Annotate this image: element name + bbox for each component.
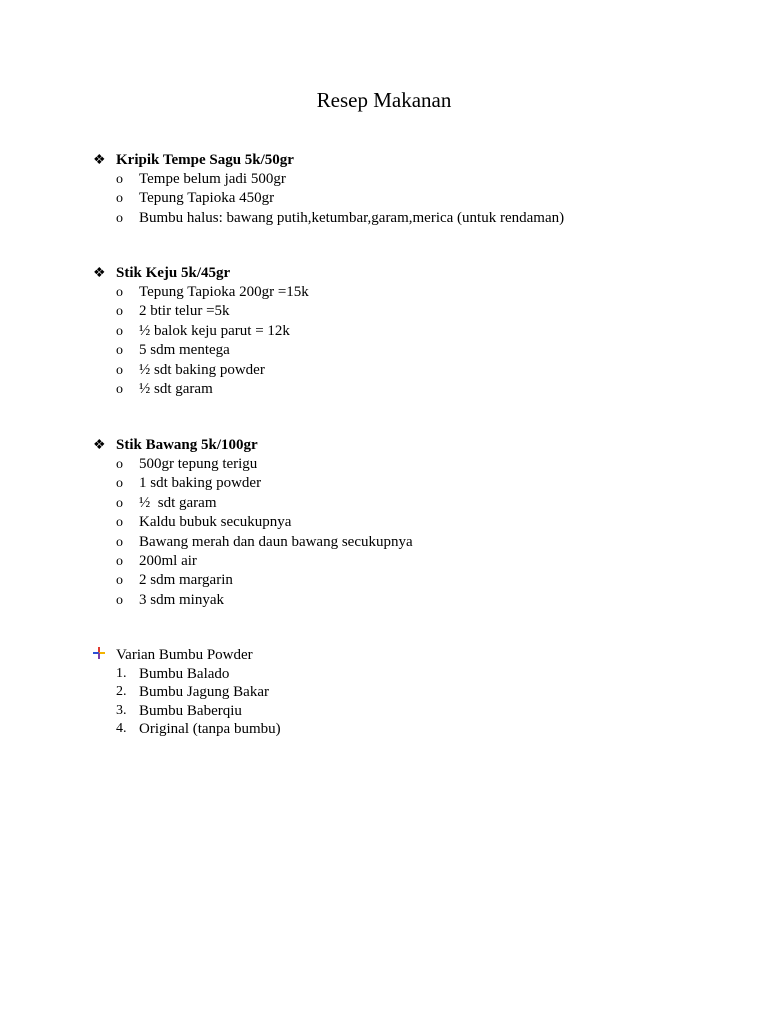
list-item: o 3 sdm minyak bbox=[93, 591, 753, 610]
circle-bullet-icon: o bbox=[116, 553, 123, 569]
section-heading bbox=[93, 646, 753, 665]
list-item: o Bawang merah dan daun bawang secukupnya bbox=[93, 533, 753, 552]
list-item: o ½ sdt garam bbox=[93, 380, 753, 399]
list-item: o Tepung Tapioka 200gr =15k bbox=[93, 283, 753, 302]
recipe-section-kripik bbox=[93, 151, 753, 228]
circle-bullet-icon: o bbox=[116, 476, 123, 492]
list-item: o Kaldu bubuk secukupnya bbox=[93, 513, 753, 532]
variant-list bbox=[93, 665, 753, 738]
list-number: 4. bbox=[116, 720, 127, 736]
list-item: o Tepung Tapioka 450gr bbox=[93, 189, 753, 208]
list-item: o 1 sdt baking powder bbox=[93, 474, 753, 493]
section-heading-text: Kripik Tempe Sagu 5k/50gr bbox=[116, 152, 294, 168]
list-item: o 2 sdm margarin bbox=[93, 571, 753, 590]
section-heading-text: Stik Bawang 5k/100gr bbox=[116, 437, 258, 453]
list-item: 3. Bumbu Baberqiu bbox=[116, 702, 242, 719]
list-number: 2. bbox=[116, 684, 127, 700]
circle-bullet-icon: o bbox=[116, 534, 123, 550]
ingredient-list bbox=[93, 170, 753, 228]
list-item: 1. Bumbu Balado bbox=[116, 666, 230, 682]
circle-bullet-icon: o bbox=[116, 323, 123, 339]
section-heading-text: Stik Keju 5k/45gr bbox=[116, 265, 231, 281]
section-heading bbox=[93, 264, 753, 283]
seasoning-variants-section bbox=[93, 646, 753, 738]
recipe-section-stik-keju bbox=[93, 264, 753, 399]
list-item: o 200ml air bbox=[93, 552, 753, 571]
diamond-bullet-icon: ❖ bbox=[93, 438, 106, 453]
diamond-bullet-icon: ❖ bbox=[93, 266, 106, 281]
section-heading-text: Varian Bumbu Powder bbox=[116, 647, 253, 663]
diamond-bullet-icon: ❖ bbox=[93, 153, 106, 168]
list-item: o ½ sdt baking powder bbox=[93, 361, 753, 380]
circle-bullet-icon: o bbox=[116, 515, 123, 531]
ingredient-list bbox=[93, 283, 753, 399]
circle-bullet-icon: o bbox=[116, 172, 123, 187]
list-item: o 500gr tepung terigu bbox=[93, 455, 753, 474]
list-item: o ½ sdt garam bbox=[93, 494, 753, 513]
circle-bullet-icon: o bbox=[116, 592, 123, 608]
list-item: o 2 btir telur =5k bbox=[93, 302, 753, 321]
icon-purple-part bbox=[98, 653, 100, 659]
section-heading bbox=[93, 151, 753, 170]
circle-bullet-icon: o bbox=[116, 191, 123, 207]
recipe-section-stik-bawang bbox=[93, 436, 753, 610]
four-color-arrow-bullet-icon bbox=[93, 647, 105, 659]
circle-bullet-icon: o bbox=[116, 210, 123, 226]
list-number: 3. bbox=[116, 702, 127, 718]
ingredient-list bbox=[93, 455, 753, 610]
circle-bullet-icon: o bbox=[116, 285, 123, 300]
circle-bullet-icon: o bbox=[116, 362, 123, 378]
circle-bullet-icon: o bbox=[116, 495, 123, 511]
list-item: o ½ balok keju parut = 12k bbox=[93, 322, 753, 341]
section-heading bbox=[93, 436, 753, 455]
circle-bullet-icon: o bbox=[116, 381, 123, 397]
circle-bullet-icon: o bbox=[116, 457, 123, 472]
circle-bullet-icon: o bbox=[116, 343, 123, 359]
list-item: o Tempe belum jadi 500gr bbox=[93, 170, 753, 189]
circle-bullet-icon: o bbox=[116, 573, 123, 589]
circle-bullet-icon: o bbox=[116, 304, 123, 320]
list-item: o 5 sdm mentega bbox=[93, 341, 753, 360]
list-item: o Bumbu halus: bawang putih,ketumbar,garam,merica (untuk rendaman) bbox=[93, 209, 753, 228]
list-number: 1. bbox=[116, 666, 127, 681]
page-title: Resep Makanan bbox=[316, 88, 452, 112]
list-item: 2. Bumbu Jagung Bakar bbox=[116, 684, 269, 701]
list-item: 4. Original (tanpa bumbu) bbox=[116, 720, 281, 737]
